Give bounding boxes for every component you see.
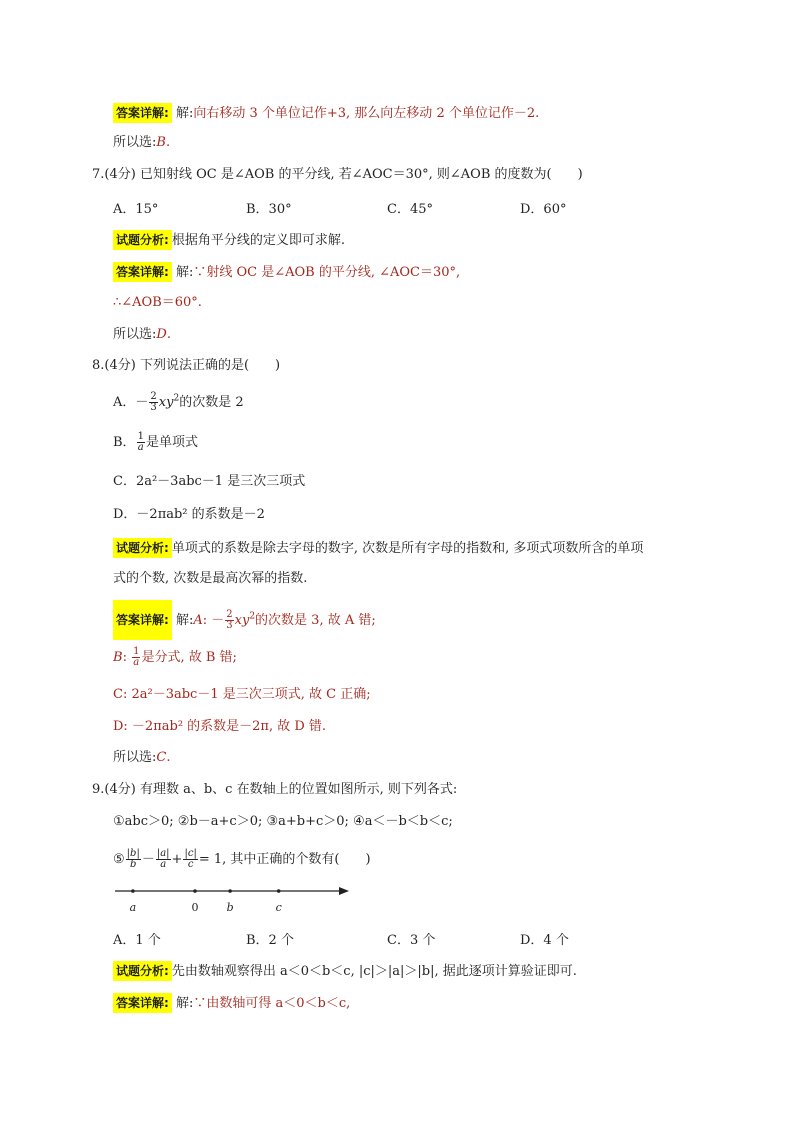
fraction: $\frac{2}{3}$ — [226, 609, 233, 631]
number-line-point-zero — [193, 889, 197, 893]
q9-analysis — [113, 961, 577, 981]
fraction: $\frac{1}{a}$ — [133, 646, 140, 668]
number-line-label-c: c — [275, 901, 282, 914]
q7-conclusion — [113, 326, 171, 344]
q7-option-a: A．15° — [113, 202, 159, 217]
q9-expressions — [113, 813, 453, 831]
answer-label: 答案详解: — [113, 993, 172, 1013]
conclusion-prefix: 所以选: — [113, 327, 157, 342]
conclusion-prefix: 所以选: — [113, 750, 157, 765]
analysis-label: 试题分析: — [113, 538, 172, 558]
q8-option-d — [113, 506, 265, 524]
question-number: 8. — [92, 358, 105, 373]
q7-stem — [92, 166, 583, 184]
answer-prefix: 解: — [175, 613, 194, 628]
q8-option-c — [113, 473, 305, 491]
q9-expressions-text: ①abc＞0; ②b－a+c＞0; ③a+b+c＞0; ④a＜－b＜b＜c; — [113, 814, 453, 829]
option-label: B． — [113, 435, 136, 450]
q7-analysis — [113, 230, 345, 250]
q7-choice: D — [156, 327, 167, 342]
number-line-marks — [130, 889, 282, 914]
q7-answer-text: ∵射线 OC 是∠AOB 的平分线, ∠AOC＝30°, — [193, 265, 461, 280]
q8-answer-b-text: 是分式, 故 B 错; — [141, 650, 237, 665]
q6-choice: B — [156, 135, 166, 150]
q7-step2-text: ∴∠AOB＝60°. — [113, 295, 202, 310]
q7-option-d: D．60° — [520, 202, 567, 217]
q8-answer-d — [113, 718, 326, 736]
question-number: 9. — [92, 782, 105, 797]
number-line-label-b: b — [226, 901, 234, 914]
option-text: 的次数是 2 — [179, 395, 244, 410]
q9-stem — [92, 781, 457, 799]
q8-option-b — [113, 428, 198, 458]
q8-stem — [92, 357, 280, 375]
q9-option-a: A．1 个 — [113, 933, 161, 948]
q9-analysis-text: 先由数轴观察得出 a＜0＜b＜c, |c|＞|a|＞|b|, 据此逐项计算验证即可. — [171, 964, 577, 979]
q8-analysis — [113, 538, 643, 558]
number-line-point-b — [228, 889, 232, 893]
number-line-label-a: a — [129, 901, 137, 914]
option-text: 是单项式 — [145, 435, 198, 450]
q8-answer-line: 答案详解: 解:A: － $\frac{2}{3}$ $xy^2$的次数是 3, 故 A 错; — [113, 600, 376, 640]
fraction-a: $\frac{|a|}{a}$ — [156, 848, 170, 870]
q8-answer-a: 的次数是 3, 故 A 错; — [255, 613, 376, 628]
fraction-c: $\frac{|c|}{c}$ — [184, 848, 197, 870]
q8-option-a: A．－ $\frac{2}{3}$ $xy^2$的次数是 2 — [113, 391, 244, 413]
q9-answer-line — [113, 993, 350, 1013]
answer-prefix: 解: — [175, 265, 194, 280]
conclusion-period: . — [165, 135, 171, 150]
conclusion-period: . — [166, 327, 171, 342]
question-text: (4分) 下列说法正确的是( ) — [104, 358, 281, 373]
q6-answer-line — [113, 103, 539, 123]
fraction-b: $\frac{|b|}{b}$ — [126, 848, 140, 870]
answer-prefix: 解: — [175, 106, 194, 121]
q9-option-d: D．4 个 — [520, 933, 569, 948]
q7-step2 — [113, 294, 202, 312]
q7-option-c: C．45° — [387, 202, 433, 217]
q6-conclusion — [113, 134, 170, 152]
number-line-label-zero: 0 — [191, 901, 199, 914]
q9-option-b: B．2 个 — [246, 933, 294, 948]
q8-answer-d-text: D: －2πab² 的系数是－2π, 故 D 错. — [113, 719, 327, 734]
option-text: D．－2πab² 的系数是－2 — [113, 507, 265, 522]
number-line-point-c — [277, 889, 281, 893]
q8-conclusion — [113, 749, 170, 767]
q8-analysis-text: 单项式的系数是除去字母的数字, 次数是所有字母的指数和, 多项式项数所含的单项 — [171, 541, 644, 556]
q7-answer-line — [113, 262, 460, 282]
option-label: A． — [113, 395, 136, 410]
q6-answer-text: 向右移动 3 个单位记作+3, 那么向左移动 2 个单位记作－2. — [193, 106, 540, 121]
fraction: $\frac{1}{a}$ — [137, 431, 144, 453]
analysis-label: 试题分析: — [113, 961, 172, 981]
q8-answer-c — [113, 686, 371, 704]
fraction: $\frac{2}{3}$ — [150, 391, 157, 413]
conclusion-prefix: 所以选: — [113, 135, 157, 150]
answer-label: 答案详解: — [113, 103, 172, 123]
q7-options — [113, 198, 713, 216]
answer-label: 答案详解: — [113, 262, 172, 282]
q9-answer-text: ∵由数轴可得 a＜0＜b＜c, — [193, 996, 351, 1011]
question-text: (4分) 有理数 a、b、c 在数轴上的位置如图所示, 则下列各式: — [104, 782, 458, 797]
q8-analysis-text-2: 式的个数, 次数是最高次幂的指数. — [113, 571, 308, 586]
answer-label: 答案详解: — [113, 600, 172, 640]
arrow-right-icon — [339, 887, 349, 895]
q9-option-c: C．3 个 — [387, 933, 436, 948]
question-text: (4分) 已知射线 OC 是∠AOB 的平分线, 若∠AOC＝30°, 则∠AOB 的度数为( ) — [104, 167, 583, 182]
analysis-label: 试题分析: — [113, 230, 172, 250]
option-text: C．2a²－3abc－1 是三次三项式 — [113, 474, 306, 489]
q8-answer-c-text: C: 2a²－3abc－1 是三次三项式, 故 C 正确; — [113, 687, 371, 702]
q7-option-b: B．30° — [246, 202, 292, 217]
q7-analysis-text: 根据角平分线的定义即可求解. — [171, 233, 345, 248]
q9-expr5-text: = 1, 其中正确的个数有( ) — [198, 852, 371, 867]
number-line-point-a — [131, 889, 135, 893]
q8-analysis-cont — [113, 570, 307, 588]
q8-choice: C — [156, 750, 167, 765]
q9-expression-5: ⑤ $\frac{|b|}{b}$ － $\frac{|a|}{a}$ + $\frac{|c|}{c}$ = 1, 其中正确的个数有( ) — [113, 848, 371, 870]
q8-answer-b: B: $\frac{1}{a}$ 是分式, 故 B 错; — [113, 646, 237, 668]
conclusion-period: . — [166, 750, 171, 765]
number-line — [113, 884, 353, 916]
answer-prefix: 解: — [175, 996, 194, 1011]
q9-expr5-marker: ⑤ — [113, 852, 125, 867]
q9-options — [113, 929, 713, 947]
question-number: 7. — [92, 167, 105, 182]
